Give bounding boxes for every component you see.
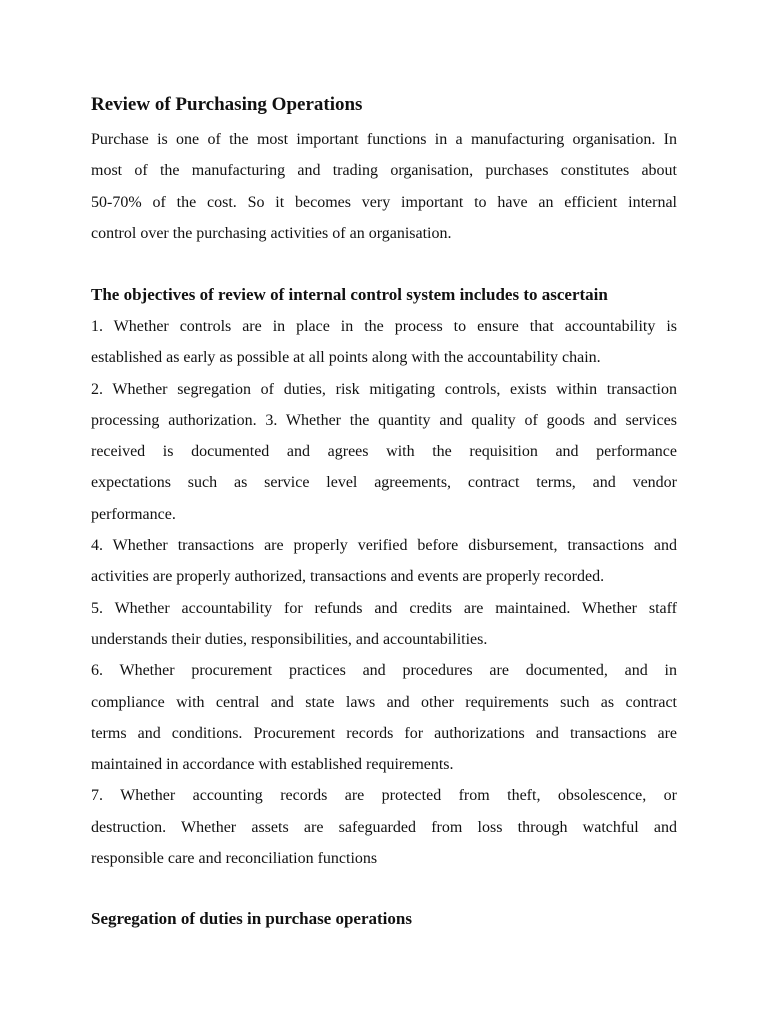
objectives-line-3: 2. Whether segregation of duties, risk mitigating controls, exists within transaction (91, 380, 677, 398)
objectives-line-5: received is documented and agrees with the requisition and performance (91, 443, 677, 461)
objectives-line-10: 5. Whether accountability for refunds and credits are maintained. Whether staff (91, 599, 677, 617)
objectives-line-4: processing authorization. 3. Whether the quantity and quality of goods and services (91, 411, 677, 429)
objectives-line-14: terms and conditions. Procurement records for authorizations and transactions are (91, 724, 677, 742)
segregation-heading: Segregation of duties in purchase operations (91, 909, 412, 928)
objectives-list (91, 311, 677, 874)
objectives-line-1: 1. Whether controls are in place in the process to ensure that accountability is (91, 318, 677, 335)
objectives-heading: The objectives of review of internal control system includes to ascertain (91, 285, 608, 304)
objectives-line-12: 6. Whether procurement practices and procedures are documented, and in (91, 662, 677, 680)
intro-paragraph (91, 124, 677, 249)
objectives-line-8: 4. Whether transactions are properly verified before disbursement, transactions and (91, 537, 677, 555)
objectives-line-13: compliance with central and state laws and other requirements such as contract (91, 693, 677, 711)
objectives-line-17: destruction. Whether assets are safeguarded from loss through watchful and (91, 818, 677, 836)
objectives-line-2: established as early as possible at all points along with the accountability chain. (91, 349, 601, 367)
objectives-line-18: responsible care and reconciliation functions (91, 850, 378, 868)
intro-line-1: Purchase is one of the most important functions in a manufacturing organisation. In (91, 131, 677, 148)
page-title: Review of Purchasing Operations (91, 94, 363, 115)
objectives-line-16: 7. Whether accounting records are protected from theft, obsolescence, or (91, 787, 677, 805)
objectives-line-15: maintained in accordance with established requirements. (91, 756, 454, 774)
objectives-line-11: understands their duties, responsibilities, and accountabilities. (91, 630, 488, 648)
objectives-line-9: activities are properly authorized, transactions and events are properly recorded. (91, 568, 605, 586)
intro-line-4: control over the purchasing activities of an organisation. (91, 224, 452, 242)
objectives-line-6: expectations such as service level agreements, contract terms, and vendor (91, 474, 677, 492)
intro-line-2: most of the manufacturing and trading organisation, purchases constitutes about (91, 162, 677, 180)
objectives-line-7: performance. (91, 505, 176, 523)
intro-line-3: 50-70% of the cost. So it becomes very important to have an efficient internal (91, 193, 677, 211)
